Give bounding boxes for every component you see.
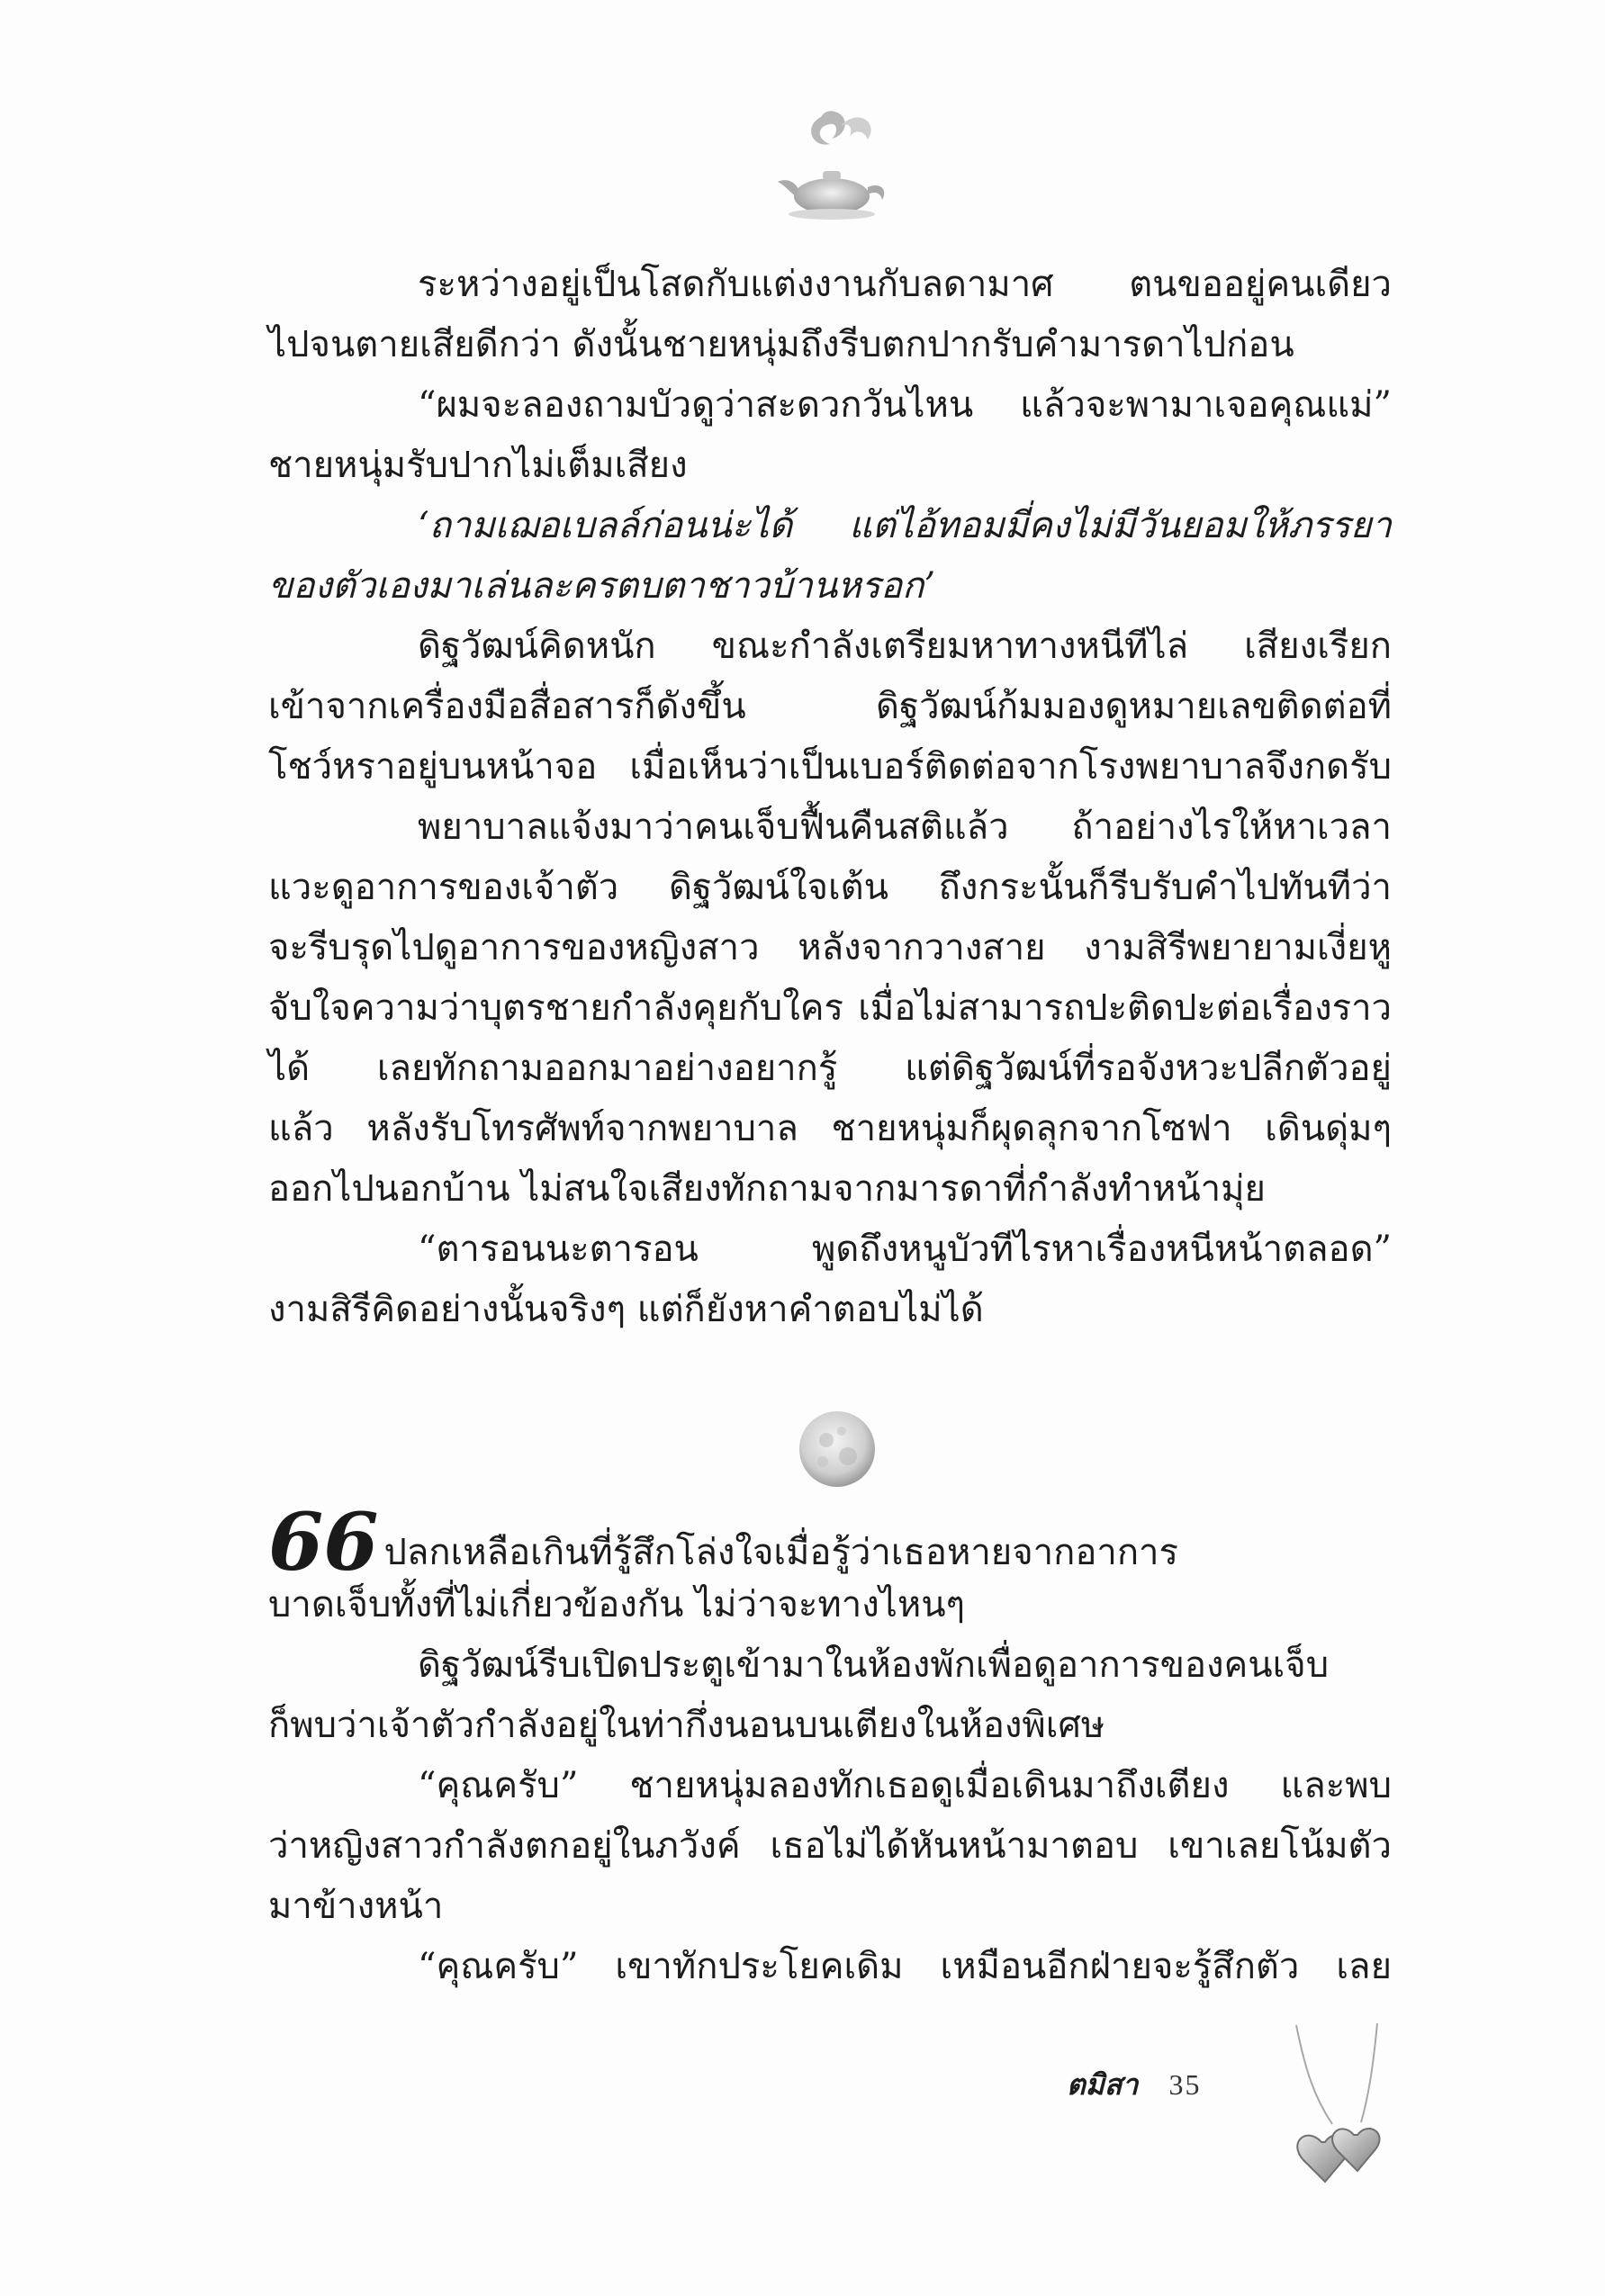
paragraph-line: จะรีบรุดไปดูอาการของหญิงสาว หลังจากวางสาย งามสิรีพยายามเงี่ยหู bbox=[268, 927, 1392, 968]
heart-lockets-icon bbox=[1278, 2016, 1413, 2196]
moon-icon bbox=[792, 1404, 882, 1494]
teapot-ornament-icon bbox=[767, 99, 902, 234]
paragraph-line: “คุณครับ” ชายหนุ่มลองทักเธอดูเมื่อเดินมาถึงเตียง และพบ bbox=[418, 1765, 1392, 1806]
paragraph-line: แล้ว หลังรับโทรศัพท์จากพยาบาล ชายหนุ่มก็ผุดลุกจากโซฟา เดินดุ่มๆ bbox=[268, 1108, 1392, 1149]
chapter-opening-line bbox=[268, 1495, 1392, 1589]
paragraph-line: ว่าหญิงสาวกำลังตกอยู่ในภวังค์ เธอไม่ได้หันหน้ามาตอบ เขาเลยโน้มตัว bbox=[268, 1825, 1392, 1867]
paragraph-line: ระหว่างอยู่เป็นโสดกับแต่งงานกับลดามาศ ตนขออยู่คนเดียว bbox=[418, 264, 1392, 305]
paragraph-line: ได้ เลยทักถามออกมาอย่างอยากรู้ แต่ดิฐวัฒน์ที่รอจังหวะปลีกตัวอยู่ bbox=[268, 1048, 1392, 1089]
paragraph-line: เข้าจากเครื่องมือสื่อสารก็ดังขึ้น ดิฐวัฒน์ก้มมองดูหมายเลขติดต่อที่ bbox=[268, 686, 1392, 727]
paragraph-line: ดิฐวัฒน์คิดหนัก ขณะกำลังเตรียมหาทางหนีทีไล่ เสียงเรียก bbox=[418, 626, 1392, 667]
paragraph-line: มาข้างหน้า bbox=[268, 1886, 444, 1927]
paragraph-line: แวะดูอาการของเจ้าตัว ดิฐวัฒน์ใจเต้น ถึงกระนั้นก็รีบรับคำไปทันทีว่า bbox=[268, 867, 1392, 908]
paragraph-line: ดิฐวัฒน์รีบเปิดประตูเข้ามาในห้องพักเพื่อดูอาการของคนเจ็บ bbox=[418, 1644, 1330, 1686]
paragraph-line: ออกไปนอกบ้าน ไม่สนใจเสียงทักถามจากมารดาที่กำลังทำหน้ามุ่ย bbox=[268, 1168, 1266, 1210]
paragraph-line: “คุณครับ” เขาทักประโยคเดิม เหมือนอีกฝ่ายจะรู้สึกตัว เลย bbox=[418, 1946, 1392, 1987]
quote-dropcap: 66 bbox=[268, 1495, 379, 1589]
paragraph-line: จับใจความว่าบุตรชายกำลังคุยกับใคร เมื่อไม่สามารถปะติดปะต่อเรื่องราว bbox=[268, 987, 1392, 1029]
body-text-bottom bbox=[268, 1495, 1392, 1997]
page-footer bbox=[1067, 2062, 1202, 2107]
paragraph-line: บาดเจ็บทั้งที่ไม่เกี่ยวข้องกัน ไม่ว่าจะทางไหนๆ bbox=[268, 1584, 966, 1625]
paragraph-line: โชว์หราอยู่บนหน้าจอ เมื่อเห็นว่าเป็นเบอร์ติดต่อจากโรงพยาบาลจึงกดรับ bbox=[268, 746, 1392, 788]
opening-text: ปลกเหลือเกินที่รู้สึกโล่งใจเมื่อรู้ว่าเธอหายจากอาการ bbox=[383, 1532, 1178, 1573]
page-number: 35 bbox=[1168, 2068, 1202, 2101]
paragraph-line: พยาบาลแจ้งมาว่าคนเจ็บฟื้นคืนสติแล้ว ถ้าอย่างไรให้หาเวลา bbox=[418, 806, 1392, 848]
body-text-top bbox=[268, 255, 1392, 1340]
author-name: ตมิสา bbox=[1067, 2067, 1139, 2102]
paragraph-line: ก็พบว่าเจ้าตัวกำลังอยู่ในท่ากึ่งนอนบนเตียงในห้องพิเศษ bbox=[268, 1705, 1105, 1746]
paragraph-line: งามสิรีคิดอย่างนั้นจริงๆ แต่ก็ยังหาคำตอบไม่ได้ bbox=[268, 1289, 984, 1330]
italic-thought-line: ‘ถามเฌอเบลล์ก่อนน่ะได้ แต่ไอ้ทอมมี่คงไม่มีวันยอมให้ภรรยา bbox=[418, 505, 1392, 546]
italic-thought-line: ของตัวเองมาเล่นละครตบตาชาวบ้านหรอก’ bbox=[268, 565, 936, 607]
paragraph-line: ไปจนตายเสียดีกว่า ดังนั้นชายหนุ่มถึงรีบตกปากรับคำมารดาไปก่อน bbox=[268, 324, 1294, 365]
paragraph-line: ชายหนุ่มรับปากไม่เต็มเสียง bbox=[268, 445, 688, 486]
paragraph-line: “ตารอนนะตารอน พูดถึงหนูบัวทีไรหาเรื่องหนีหน้าตลอด” bbox=[418, 1229, 1392, 1270]
paragraph-line: “ผมจะลองถามบัวดูว่าสะดวกวันไหน แล้วจะพามาเจอคุณแม่” bbox=[418, 384, 1392, 426]
